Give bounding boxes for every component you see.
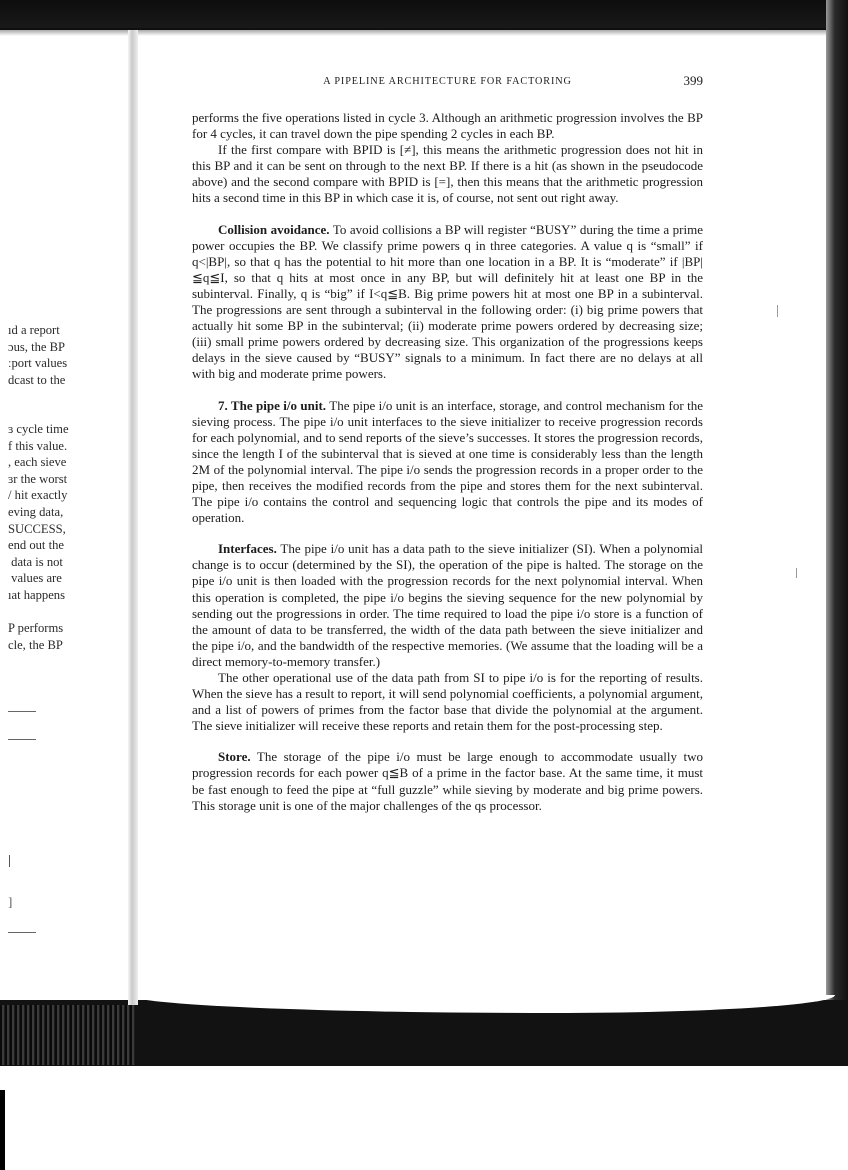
paragraph-text: The other operational use of the data path from SI to pipe i/o is for the reporting of results. When the sieve has a result to report, it will send polynomial coefficients, a polynomial argument, and a list of powers of primes from the factor base that divide the polynomial at the argument. The sieve initializer will receive these reports and retain them for the post-processing step. — [192, 670, 703, 734]
left-line: ːport values — [8, 356, 68, 371]
left-line: ıat happens — [8, 588, 66, 602]
page-stack-edges — [0, 1005, 135, 1065]
left-line: SUCCESS, — [8, 521, 66, 536]
left-line: , each sieve — [8, 455, 67, 470]
margin-mark — [777, 305, 778, 317]
paragraph-text: The pipe i/o unit has a data path to the sieve initializer (SI). When a polynomial change is to occur (determined by the SI), the operation of the pipe is halted. The storage on the pipe i/o unit is then loaded with the progression records for the next polynomial interval. When this operation is completed, the pipe i/o begins the sieving sequence for the new polynomial by sending out the progressions in order. The time required to load the pipe i/o store is a function of the amount of data to be transferred, the width of the data path between the sieve initializer and the pipe i/o, and the bandwidth of the respective memories. (We assume that the loading will be a direct memory-to-memory transfer.) — [192, 541, 703, 669]
paragraph-store — [192, 749, 703, 813]
left-page-fragment-3 — [0, 421, 128, 607]
left-line: ıd a report — [8, 323, 60, 337]
left-line: / hit exactly — [8, 488, 68, 503]
left-line: ɜr the worst — [8, 471, 68, 486]
paragraph-text: To avoid collisions a BP will register “BUSY” during the time a prime power occupies the BP. We classify prime powers q in three categories. A value q is “small” if q<|BP|, so that q has the potential to hit more than one location in a BP. It is “moderate” if |BP|≦q≦I, so that q hits at most once in any BP, but will definitely hit at least one BP in the subinterval. Finally, q is “big” if I<q≦B. Big prime powers hit at most one BP in a subinterval. The progressions are sent through a subinterval in the following order: (i) big prime powers that actually hit some BP in the subinterval; (ii) moderate prime powers ordered by decreasing size; (iii) small prime powers ordered by decreasing size. This organization of the progressions keeps delays in the sieve caused by “BUSY” signals to a minimum. In fact there are no delays at all with big and moderate prime powers. — [192, 221, 703, 382]
section-heading: Store. — [218, 749, 251, 765]
book-spine — [128, 30, 138, 1005]
left-line: f this value. — [8, 438, 68, 453]
scanner-bed — [0, 1066, 848, 1170]
left-line: P performs — [8, 621, 64, 635]
left-line: eving data, — [8, 505, 64, 519]
scan-right-edge — [826, 0, 848, 1065]
running-head-title: A PIPELINE ARCHITECTURE FOR FACTORING — [323, 76, 572, 87]
left-page-rule — [8, 739, 36, 740]
scan-top-shadow — [0, 0, 848, 30]
left-page-fragment-2 — [0, 322, 128, 392]
paragraph — [192, 142, 703, 206]
left-page-rule — [8, 711, 36, 712]
left-line: ɔus, the BP — [8, 339, 66, 354]
paragraph-text: The storage of the pipe i/o must be large enough to accommodate usually two progression records for each power q≦B of a prime in the factor base. At the same time, it must be fast enough to feed the pipe at “full guzzle” while sieving by moderate and big prime powers. This storage unit is one of the major challenges of the qs processor. — [192, 749, 703, 813]
left-line: dcast to the — [8, 372, 66, 387]
paragraph-text: If the first compare with BPID is [≠], this means the arithmetic progression does not hit in this BP and it can be sent on through to the next BP. If there is a hit (as shown in the pseudocode above) and the second compare with BPID is [=], then this means that the arithmetic progression hits a second time in this BP in which case it is, of course, not sent out right away. — [192, 142, 703, 206]
running-head — [192, 73, 703, 93]
left-line: ɜ cycle time — [8, 422, 69, 436]
paragraph-text: The pipe i/o unit is an interface, storage, and control mechanism for the sieving process. The pipe i/o unit interfaces to the sieve initializer to receive progression records for each polynomial, and to send reports of the sieve’s successes. It stores the progression records, since the length I of the subinterval that is sieved at one time is considerably less than the length 2M of the polynomial interval. The pipe i/o sends the progression records in a proper order to the pipe, then receives the modified records from the pipe and stores them for the next subinterval. The pipe i/o contains the control and sequencing logic that controls the pipe and its modes of operation. — [192, 397, 704, 526]
page-number: 399 — [683, 73, 703, 88]
left-page-rule — [8, 932, 36, 933]
left-line: values are — [8, 571, 62, 586]
section-heading: Interfaces. — [218, 541, 277, 557]
margin-mark — [796, 568, 797, 578]
paragraph-text: performs the five operations listed in cycle 3. Although an arithmetic progression involves the BP for 4 cycles, it can travel down the pipe spending 2 cycles in each BP. — [192, 110, 703, 142]
left-line: cle, the BP — [8, 637, 63, 652]
scan-left-bar — [0, 1090, 5, 1170]
left-margin-mark — [9, 855, 10, 867]
paragraph — [192, 110, 703, 142]
section-heading: Collision avoidance. — [218, 221, 330, 237]
section-heading: 7. The pipe i/o unit. — [218, 397, 327, 413]
paragraph-interfaces — [192, 541, 703, 670]
left-bracket-mark: ] — [8, 894, 13, 909]
paragraph — [192, 670, 703, 734]
paragraph-pipe-io-unit — [192, 398, 703, 527]
left-page-fragment-4 — [0, 620, 128, 656]
page-body — [192, 110, 703, 814]
left-line: end out the — [8, 538, 64, 553]
left-line: data is not — [8, 554, 63, 569]
paragraph-collision-avoidance — [192, 222, 703, 383]
document-page — [192, 73, 704, 813]
